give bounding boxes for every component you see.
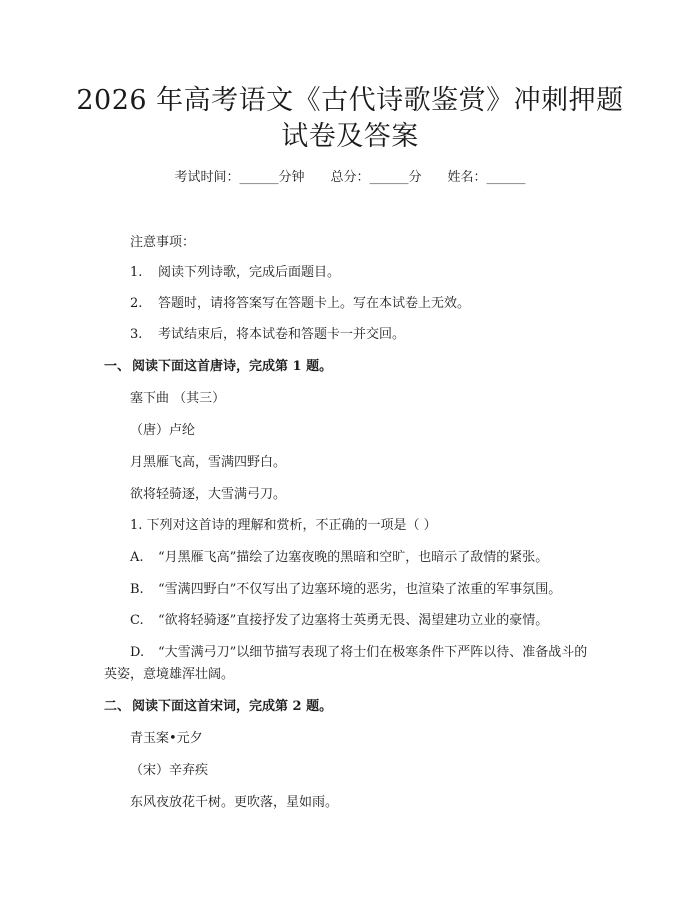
poem-title: 青玉案•元夕 <box>130 731 203 746</box>
option-text: “大雪满弓刀”以细节描写表现了将士们在极寒条件下严阵以待、准备战斗的英姿，意境雄浑壮阔。 <box>104 645 588 682</box>
exam-meta-row <box>0 168 700 188</box>
option-text: “欲将轻骑逐”直接抒发了边塞将士英勇无畏、渴望建功立业的豪情。 <box>158 613 549 628</box>
total-score-field: 总分：______分 <box>330 170 422 185</box>
option-a <box>130 548 548 568</box>
note-item <box>130 325 405 345</box>
option-label: C. <box>130 613 144 628</box>
section-number: 一、 <box>104 359 131 374</box>
option-d <box>104 642 598 686</box>
option-text: “雪满四野白”不仅写出了边塞环境的恶劣，也渲染了浓重的军事氛围。 <box>158 582 562 597</box>
note-text: 答题时，请将答案写在答题卡上。写在本试卷上无效。 <box>158 296 471 311</box>
section-heading-text: 阅读下面这首唐诗，完成第 1 题。 <box>132 359 333 374</box>
note-number: 3. <box>130 327 143 342</box>
section-number: 二、 <box>104 699 131 714</box>
note-item <box>130 263 340 283</box>
poem-author: （唐）卢纶 <box>130 423 196 438</box>
section-heading-text: 阅读下面这首宋词，完成第 2 题。 <box>132 699 333 714</box>
poem-author: （宋）辛弃疾 <box>130 763 209 778</box>
exam-title-line-1: 2026 年高考语文《古代诗歌鉴赏》冲刺押题 <box>76 85 624 116</box>
option-text: “月黑雁飞高”描绘了边塞夜晚的黑暗和空旷，也暗示了敌情的紧张。 <box>158 550 549 565</box>
exam-time-field: 考试时间：______分钟 <box>174 170 305 185</box>
note-text: 阅读下列诗歌，完成后面题目。 <box>158 265 341 280</box>
section-2-heading <box>104 697 332 717</box>
option-label: A. <box>130 550 144 565</box>
section-1-heading <box>104 357 332 377</box>
notes-heading: 注意事项： <box>130 235 196 250</box>
option-label: D. <box>130 645 145 660</box>
poem-line: 月黑雁飞高，雪满四野白。 <box>130 455 287 470</box>
option-b <box>130 580 561 600</box>
question-1: 1. 下列对这首诗的理解和赏析，不正确的一项是（ ） <box>130 518 437 533</box>
poem-line: 欲将轻骑逐，大雪满弓刀。 <box>130 487 287 502</box>
student-name-field: 姓名：______ <box>447 170 526 185</box>
note-number: 2. <box>130 296 143 311</box>
option-label: B. <box>130 582 144 597</box>
option-c <box>130 611 548 631</box>
exam-title-line-2: 试卷及答案 <box>281 121 419 152</box>
poem-line: 东风夜放花千树。更吹落，星如雨。 <box>130 795 339 810</box>
note-number: 1. <box>130 265 143 280</box>
note-item <box>130 294 470 314</box>
poem-title: 塞下曲 （其三） <box>130 391 226 406</box>
note-text: 考试结束后，将本试卷和答题卡一并交回。 <box>158 327 406 342</box>
